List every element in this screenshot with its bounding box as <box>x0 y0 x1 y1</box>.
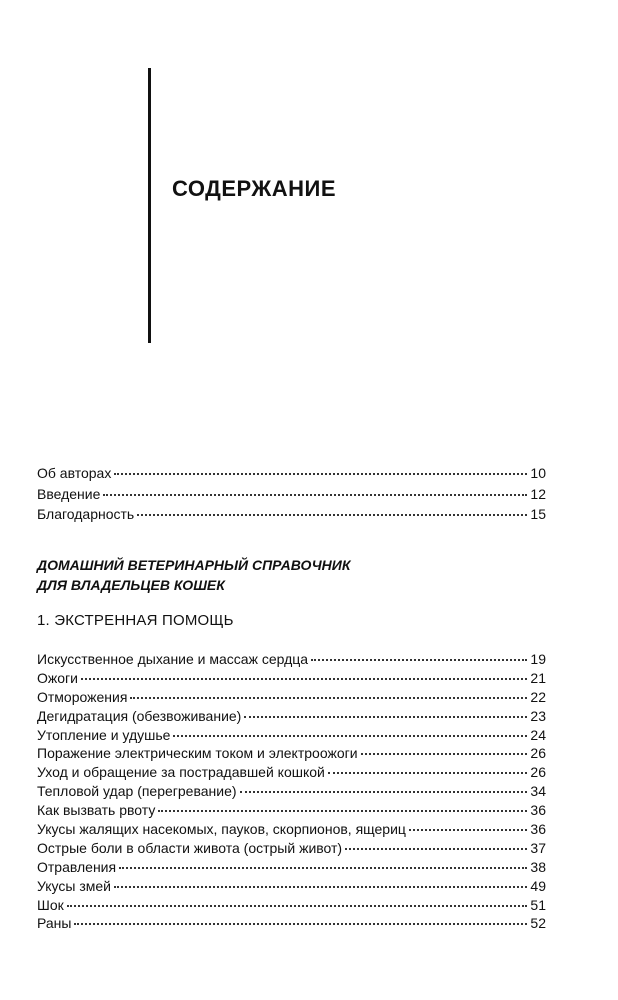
toc-entry <box>37 803 546 822</box>
toc-entry-page: 26 <box>530 745 546 762</box>
toc-dot-leader <box>103 494 527 496</box>
toc-dot-leader <box>67 905 528 907</box>
toc-entry <box>37 841 546 860</box>
toc-entry-label: Дегидратация (обезвоживание) <box>37 707 242 724</box>
toc-dot-leader <box>244 716 527 718</box>
toc-entry-page: 36 <box>530 802 546 819</box>
section-heading <box>37 555 350 595</box>
toc-dot-leader <box>74 923 527 925</box>
toc-entry-page: 49 <box>530 877 546 894</box>
toc-entry-page: 24 <box>530 726 546 743</box>
toc-dot-leader <box>311 659 527 661</box>
toc-entry-label: Утопление и удушье <box>37 726 171 743</box>
toc-entry-page: 23 <box>530 707 546 724</box>
toc-entry-label: Тепловой удар (перегревание) <box>37 783 237 800</box>
chapter-toc <box>37 652 546 935</box>
toc-entry-page: 37 <box>530 839 546 856</box>
toc-entry-page: 36 <box>530 821 546 838</box>
toc-dot-leader <box>114 473 527 475</box>
toc-entry-label: Благодарность <box>37 506 135 522</box>
toc-entry <box>37 728 546 747</box>
toc-entry-label: Острые боли в области живота (острый живот) <box>37 839 343 856</box>
toc-entry-label: Искусственное дыхание и массаж сердца <box>37 651 309 667</box>
toc-dot-leader <box>345 848 527 850</box>
toc-entry <box>37 746 546 765</box>
toc-entry <box>37 860 546 879</box>
toc-entry <box>37 652 546 671</box>
section-heading-line-2: ДЛЯ ВЛАДЕЛЬЦЕВ КОШЕК <box>37 577 225 593</box>
toc-entry <box>37 487 546 508</box>
toc-entry <box>37 916 546 935</box>
toc-dot-leader <box>137 514 527 516</box>
toc-entry-label: Поражение электрическим током и электроожоги <box>37 745 358 762</box>
toc-entry-label: Уход и обращение за пострадавшей кошкой <box>37 764 325 781</box>
toc-entry-page: 52 <box>530 915 546 932</box>
toc-entry-label: Укусы змей <box>37 877 111 894</box>
toc-dot-leader <box>130 697 527 699</box>
toc-entry <box>37 765 546 784</box>
toc-entry-label: Как вызвать рвоту <box>37 802 156 819</box>
toc-entry <box>37 822 546 841</box>
toc-entry-page: 51 <box>530 896 546 913</box>
toc-entry <box>37 898 546 917</box>
toc-entry-label: Об авторах <box>37 465 112 481</box>
toc-entry-page: 10 <box>530 465 546 481</box>
toc-entry-page: 38 <box>530 858 546 875</box>
toc-dot-leader <box>158 810 527 812</box>
toc-entry <box>37 671 546 690</box>
page-title: СОДЕРЖАНИЕ <box>172 176 337 201</box>
toc-dot-leader <box>240 791 528 793</box>
toc-dot-leader <box>173 735 527 737</box>
toc-entry <box>37 709 546 728</box>
toc-entry-page: 15 <box>530 506 546 522</box>
title-vertical-rule <box>148 68 151 343</box>
toc-dot-leader <box>328 772 528 774</box>
toc-dot-leader <box>409 829 527 831</box>
toc-dot-leader <box>114 886 527 888</box>
toc-entry <box>37 784 546 803</box>
toc-entry-label: Укусы жалящих насекомых, пауков, скорпионов, ящериц <box>37 821 406 838</box>
toc-entry <box>37 507 546 528</box>
toc-entry-page: 21 <box>530 669 546 686</box>
toc-entry-label: Ожоги <box>37 669 78 686</box>
toc-entry-label: Отравления <box>37 858 117 875</box>
toc-entry <box>37 879 546 898</box>
toc-entry-label: Шок <box>37 896 64 913</box>
toc-entry <box>37 466 546 487</box>
toc-dot-leader <box>119 867 527 869</box>
toc-entry-label: Раны <box>37 915 72 932</box>
toc-dot-leader <box>81 678 527 680</box>
chapter-heading: 1. ЭКСТРЕННАЯ ПОМОЩЬ <box>37 612 234 629</box>
toc-dot-leader <box>361 753 528 755</box>
toc-entry-page: 12 <box>530 485 546 502</box>
toc-entry-page: 26 <box>530 764 546 781</box>
toc-entry-label: Отморожения <box>37 688 128 705</box>
toc-entry-page: 19 <box>530 651 546 667</box>
toc-entry-page: 22 <box>530 688 546 705</box>
section-heading-line-1: ДОМАШНИЙ ВЕТЕРИНАРНЫЙ СПРАВОЧНИК <box>37 557 351 573</box>
toc-entry-page: 34 <box>530 783 546 800</box>
intro-toc <box>37 466 546 528</box>
toc-entry <box>37 690 546 709</box>
toc-entry-label: Введение <box>37 485 101 502</box>
